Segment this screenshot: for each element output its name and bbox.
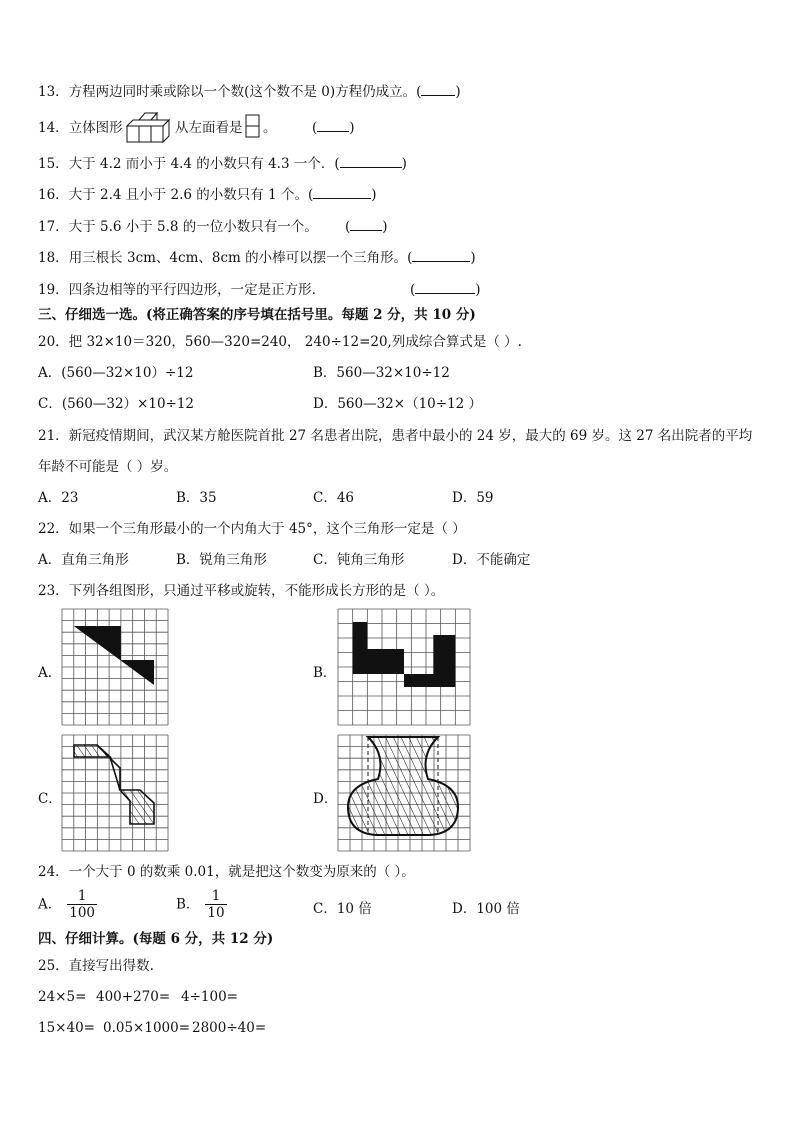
answer-blank[interactable] <box>415 281 475 294</box>
grid-figure-c <box>62 735 168 851</box>
answer-blank[interactable] <box>317 119 349 132</box>
q24-option-a[interactable]: A． $\frac{1}{100}$ <box>38 888 96 921</box>
question-17: 17．大于 5.6 小于 5.8 的一位小数只有一个。 <box>38 219 318 235</box>
answer-blank[interactable] <box>421 83 455 96</box>
left-view-icon <box>245 114 261 138</box>
question-21-stem-line1: 21．新冠疫情期间，武汉某方舱医院首批 27 名患者出院，患者中最小的 24 岁，最大的 69 岁。这 27 名出院者的平均 <box>38 428 753 444</box>
q23-option-a[interactable]: A． <box>38 665 62 681</box>
cube-figure-icon <box>125 110 173 144</box>
q24-option-c[interactable]: C．10 倍 <box>313 901 372 917</box>
q23-option-c[interactable]: C． <box>38 791 62 807</box>
calc-4div100: 4÷100= <box>181 989 238 1005</box>
question-24-stem: 24．一个大于 0 的数乘 0.01，就是把这个数变为原来的（ ）。 <box>38 864 415 880</box>
q24-option-b[interactable]: B． $\frac{1}{10}$ <box>176 888 225 921</box>
grid-figure-a <box>62 609 168 725</box>
q20-option-a[interactable]: A．(560—32×10）÷12 <box>38 365 194 381</box>
fraction: $\frac{1}{100}$ <box>69 888 96 921</box>
calc-005x1000: 0.05×1000= <box>103 1020 191 1036</box>
question-14: 14．立体图形 <box>38 120 123 136</box>
q20-option-d[interactable]: D．560—32×（10÷12 ） <box>313 396 483 412</box>
answer-blank[interactable] <box>350 218 382 231</box>
q22-option-c[interactable]: C．钝角三角形 <box>313 552 405 568</box>
section-4-heading: 四、仔细计算。(每题 6 分，共 12 分) <box>38 931 274 947</box>
question-15: 15．大于 4.2 而小于 4.4 的小数只有 4.3 一个．( ) <box>38 156 407 172</box>
q23-option-d[interactable]: D． <box>313 791 338 807</box>
section-3-heading: 三、仔细选一选。(将正确答案的序号填在括号里。每题 2 分，共 10 分) <box>38 307 476 323</box>
question-18: 18．用三根长 3cm、4cm、8cm 的小棒可以摆一个三角形。( ) <box>38 250 476 266</box>
q20-option-c[interactable]: C．(560—32）×10÷12 <box>38 396 195 412</box>
calc-2800div40: 2800÷40= <box>192 1020 267 1036</box>
question-25-stem: 25．直接写出得数. <box>38 958 154 974</box>
question-20-stem: 20．把 32×10＝320，560—320=240， 240÷12=20,列成综合算式是（ ）. <box>38 334 522 350</box>
fraction: $\frac{1}{10}$ <box>207 888 225 921</box>
answer-blank[interactable] <box>412 249 470 262</box>
q21-option-b[interactable]: B．35 <box>176 490 217 506</box>
grid-figure-d <box>338 735 470 851</box>
answer-blank[interactable] <box>340 155 402 168</box>
q22-option-b[interactable]: B．锐角三角形 <box>176 552 267 568</box>
grid-figure-b <box>338 609 470 725</box>
q21-option-a[interactable]: A．23 <box>38 490 79 506</box>
calc-24x5: 24×5= <box>38 989 87 1005</box>
q21-option-d[interactable]: D．59 <box>452 490 494 506</box>
question-19: 19．四条边相等的平行四边形，一定是正方形． <box>38 282 326 298</box>
question-22-stem: 22．如果一个三角形最小的一个内角大于 45°，这个三角形一定是（ ） <box>38 521 466 537</box>
q21-option-c[interactable]: C．46 <box>313 490 355 506</box>
answer-blank[interactable] <box>313 186 371 199</box>
q22-option-a[interactable]: A．直角三角形 <box>38 552 129 568</box>
question-23-stem: 23．下列各组图形，只通过平移或旋转，不能形成长方形的是（ ）。 <box>38 583 445 599</box>
q24-option-d[interactable]: D．100 倍 <box>452 901 520 917</box>
question-16: 16．大于 2.4 且小于 2.6 的小数只有 1 个。( ) <box>38 187 377 203</box>
q20-option-b[interactable]: B．560—32×10÷12 <box>313 365 450 381</box>
q22-option-d[interactable]: D．不能确定 <box>452 552 531 568</box>
calc-400plus270: 400+270= <box>96 989 171 1005</box>
q23-option-b[interactable]: B． <box>313 665 337 681</box>
calc-15x40: 15×40= <box>38 1020 95 1036</box>
question-13: 13．方程两边同时乘或除以一个数(这个数不是 0)方程仍成立。( ) <box>38 84 461 100</box>
question-21-stem-line2: 年龄不可能是（ ）岁。 <box>38 459 178 475</box>
